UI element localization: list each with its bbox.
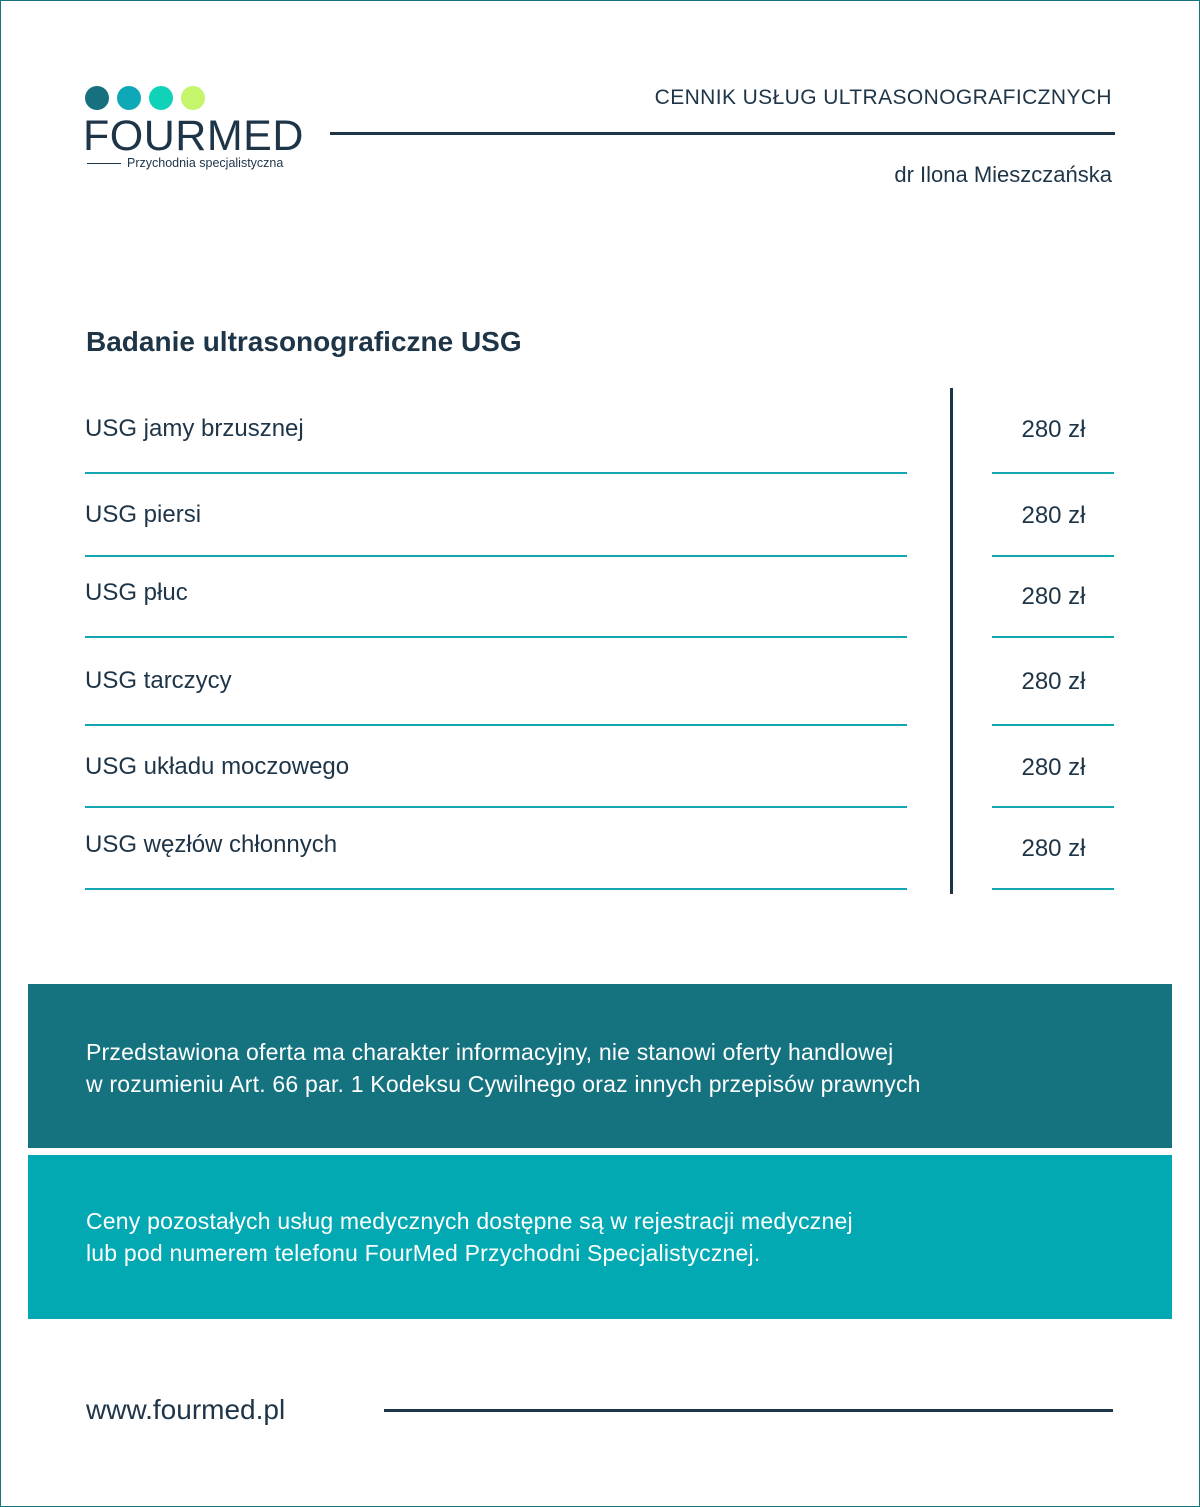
service-price: 280 zł (1021, 668, 1086, 695)
logo-wordmark: FOURMED (83, 112, 304, 160)
price-underline (992, 555, 1114, 557)
service-name: USG jamy brzusznej (85, 415, 304, 442)
service-price: 280 zł (1021, 416, 1086, 443)
service-price: 280 zł (1021, 754, 1086, 781)
footer-rule (384, 1409, 1113, 1412)
header-rule (330, 132, 1115, 135)
legal-notice-line-1: Przedstawiona oferta ma charakter informacyjny, nie stanowi oferty handlowej (86, 1039, 894, 1065)
price-underline (992, 636, 1114, 638)
row-underline (85, 636, 907, 638)
info-notice-line-2: lub pod numerem telefonu FourMed Przychodni Specjalistycznej. (86, 1240, 761, 1266)
row-underline (85, 472, 907, 474)
info-notice-panel (28, 1155, 1172, 1319)
document-title: CENNIK USŁUG ULTRASONOGRAFICZNYCH (654, 86, 1112, 109)
legal-notice-panel (28, 984, 1172, 1148)
section-title: Badanie ultrasonograficzne USG (86, 326, 522, 357)
service-price: 280 zł (1021, 502, 1086, 529)
row-underline (85, 724, 907, 726)
row-underline (85, 555, 907, 557)
website-link[interactable]: www.fourmed.pl (86, 1394, 286, 1425)
row-underline (85, 888, 907, 890)
logo-dot-4 (181, 86, 205, 110)
logo-rule (87, 163, 121, 164)
service-name: USG układu moczowego (85, 753, 350, 780)
service-name: USG piersi (85, 501, 202, 528)
column-divider (950, 388, 953, 894)
legal-notice-line-2: w rozumieniu Art. 66 par. 1 Kodeksu Cywilnego oraz innych przepisów prawnych (86, 1071, 921, 1097)
service-price: 280 zł (1021, 583, 1086, 610)
price-underline (992, 472, 1114, 474)
doctor-name: dr Ilona Mieszczańska (894, 162, 1112, 187)
info-notice-line-1: Ceny pozostałych usług medycznych dostępne są w rejestracji medycznej (86, 1208, 853, 1234)
logo-dot-1 (85, 86, 109, 110)
logo-dot-3 (149, 86, 173, 110)
service-name: USG płuc (85, 579, 188, 606)
price-underline (992, 806, 1114, 808)
logo-dot-2 (117, 86, 141, 110)
logo-subtitle: Przychodnia specjalistyczna (127, 156, 284, 170)
service-name: USG tarczycy (85, 667, 232, 694)
service-name: USG węzłów chłonnych (85, 831, 338, 858)
service-price: 280 zł (1021, 835, 1086, 862)
price-underline (992, 724, 1114, 726)
price-underline (992, 888, 1114, 890)
row-underline (85, 806, 907, 808)
fourmed-logo (85, 86, 325, 176)
